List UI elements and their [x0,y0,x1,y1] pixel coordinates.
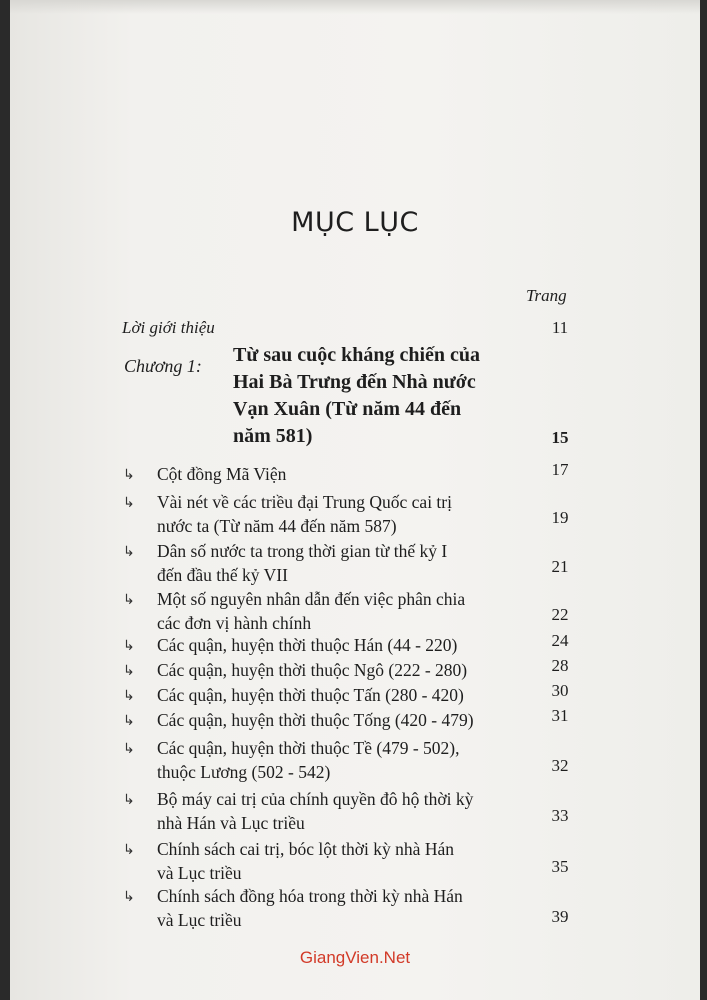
toc-entry-line: Bộ máy cai trị của chính quyền đô hộ thời kỳ [157,789,474,809]
toc-entry-line: và Lục triều [157,910,242,930]
hooked-arrow-icon: ↳ [123,663,135,679]
toc-entry [123,539,543,587]
toc-entry-page: 39 [551,907,569,926]
page-title: MỤC LỤC [291,207,419,238]
watermark-footer: GiangVien.Net [299,948,411,967]
toc-entry [123,884,543,932]
toc-entry-line: Các quận, huyện thời thuộc Tề (479 - 502), [157,738,460,758]
toc-entry-page: 17 [551,460,569,479]
toc-entry-line: Các quận, huyện thời thuộc Ngô (222 - 280) [157,660,468,680]
chapter-title [233,342,533,450]
toc-entry-page: 33 [551,806,569,825]
toc-entry-page: 28 [551,656,569,675]
chapter-page: 15 [551,428,569,447]
toc-entry [123,633,543,657]
hooked-arrow-icon: ↳ [123,592,135,608]
toc-entry [123,787,543,835]
chapter-title-line: Hai Bà Trưng đến Nhà nước [233,371,476,393]
hooked-arrow-icon: ↳ [123,889,135,905]
hooked-arrow-icon: ↳ [123,638,135,654]
page-column-label: Trang [526,286,567,305]
toc-entry-page: 35 [551,857,569,876]
toc-entry-page: 24 [551,631,569,650]
book-page [10,0,700,1000]
toc-entry-line: Vài nét về các triều đại Trung Quốc cai trị [157,492,452,512]
intro-page: 11 [551,318,569,337]
toc-entry-line: Chính sách đồng hóa trong thời kỳ nhà Hán [157,886,463,906]
toc-entry [123,683,543,707]
toc-entry-page: 30 [551,681,569,700]
toc-entry-line: thuộc Lương (502 - 542) [157,762,331,782]
hooked-arrow-icon: ↳ [123,842,135,858]
chapter-title-line: Từ sau cuộc kháng chiến của [233,344,481,366]
chapter-label: Chương 1: [124,356,202,376]
toc-entry-line: Một số nguyên nhân dẫn đến việc phân chia [157,589,466,609]
toc-entry [123,658,543,682]
intro-label: Lời giới thiệu [122,318,215,337]
chapter-title-line: Vạn Xuân (Từ năm 44 đến [233,398,462,420]
toc-entry-line: đến đầu thế kỷ VII [157,565,288,585]
toc-entry-line: Các quận, huyện thời thuộc Tống (420 - 479) [157,710,474,730]
hooked-arrow-icon: ↳ [123,741,135,757]
toc-entry-line: nước ta (Từ năm 44 đến năm 587) [157,516,397,536]
toc-entry [123,736,543,784]
toc-entry-page: 22 [551,605,569,624]
toc-entry [123,708,543,732]
toc-entry [123,837,543,885]
toc-entry-line: Cột đồng Mã Viện [157,464,287,484]
hooked-arrow-icon: ↳ [123,792,135,808]
toc-entry-line: Dân số nước ta trong thời gian từ thế kỷ I [157,541,448,561]
hooked-arrow-icon: ↳ [123,688,135,704]
hooked-arrow-icon: ↳ [123,495,135,511]
toc-entry-line: Các quận, huyện thời thuộc Tấn (280 - 420) [157,685,464,705]
chapter-title-line: năm 581) [233,425,313,447]
toc-entry-line: các đơn vị hành chính [157,613,312,633]
toc-entry-page: 21 [551,557,569,576]
hooked-arrow-icon: ↳ [123,467,135,483]
toc-entry-page: 32 [551,756,569,775]
toc-entry [123,587,543,635]
toc-entry-line: và Lục triều [157,863,242,883]
toc-entry-line: Chính sách cai trị, bóc lột thời kỳ nhà Hán [157,839,454,859]
hooked-arrow-icon: ↳ [123,544,135,560]
toc-entry [123,490,543,538]
toc-entry-page: 19 [551,508,569,527]
toc-entry-line: nhà Hán và Lục triều [157,813,305,833]
toc-entry-line: Các quận, huyện thời thuộc Hán (44 - 220) [157,635,458,655]
toc-entry [123,462,543,486]
hooked-arrow-icon: ↳ [123,713,135,729]
toc-entry-page: 31 [551,706,569,725]
